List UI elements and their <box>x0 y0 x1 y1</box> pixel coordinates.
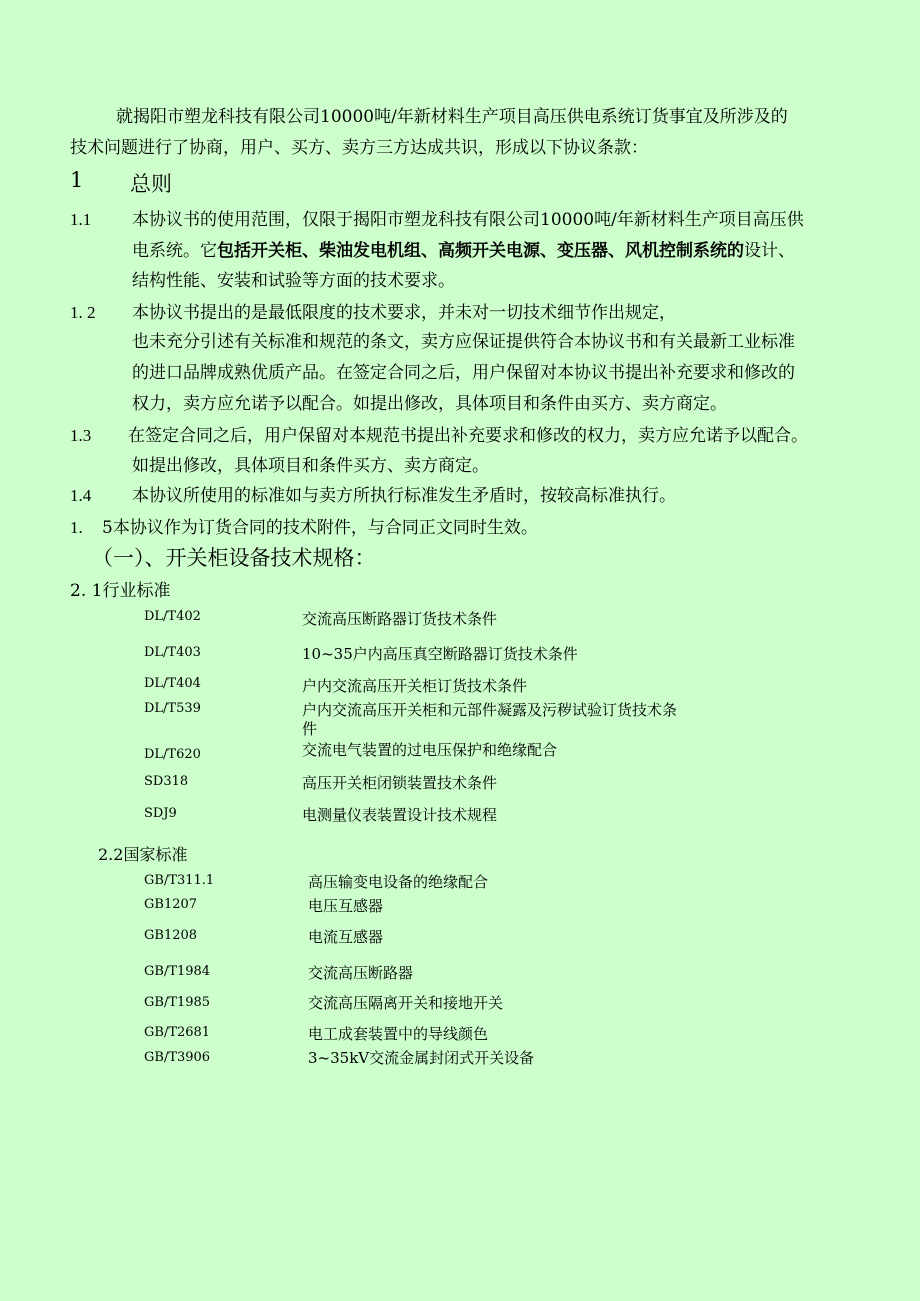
clause-1-1-line-2 <box>132 235 795 267</box>
national-std-title: 交流高压隔离开关和接地开关 <box>308 994 504 1012</box>
clause-1-1-line-3: 结构性能、安装和试验等方面的技术要求。 <box>132 271 455 291</box>
national-standards-heading: 2.2国家标准 <box>98 845 188 864</box>
clause-1-5-number: 1. <box>70 518 83 537</box>
national-std-title: 3~35kV交流金属封闭式开关设备 <box>308 1049 535 1067</box>
industry-std-title: 户内交流高压开关柜订货技术条件 <box>302 677 528 695</box>
clause-1-1-line-2-bold: 包括开关柜、柴油发电机组、高频开关电源、变压器、风机控制系统的 <box>217 241 744 261</box>
national-std-title: 交流高压断路器 <box>308 964 414 982</box>
section-1-number: 1 <box>70 168 84 192</box>
clause-1-4-line-1: 本协议所使用的标准如与卖方所执行标准发生矛盾时，按较高标准执行。 <box>132 486 676 506</box>
national-std-title: 电流互感器 <box>308 928 384 946</box>
clause-1-2-line-1: 本协议书提出的是最低限度的技术要求，并未对一切技术细节作出规定， <box>132 303 676 323</box>
clause-1-4-number: 1.4 <box>70 486 92 505</box>
industry-std-title: 高压开关柜闭锁装置技术条件 <box>302 774 498 792</box>
national-std-code: GB/T1984 <box>144 964 211 979</box>
clause-1-1-number: 1.1 <box>70 210 92 229</box>
national-std-code: GB1207 <box>144 897 198 912</box>
national-std-title: 电压互感器 <box>308 897 384 915</box>
national-std-code: GB/T2681 <box>144 1025 211 1040</box>
industry-std-title-continued: 件 <box>302 720 318 738</box>
national-std-title: 高压输变电设备的绝缘配合 <box>308 873 489 891</box>
switchgear-section-title: （一）、开关柜设备技术规格： <box>92 546 376 570</box>
industry-std-code: SDJ9 <box>144 806 177 821</box>
section-1-title: 总则 <box>130 172 172 196</box>
industry-standards-heading: 2. 1行业标准 <box>70 581 171 601</box>
clause-1-1-line-2-pre: 电系统。它 <box>132 241 217 261</box>
industry-std-title: 交流电气装置的过电压保护和绝缘配合 <box>302 741 558 759</box>
clause-1-2-line-3: 的进口品牌成熟优质产品。在签定合同之后，用户保留对本协议书提出补充要求和修改的 <box>132 363 795 383</box>
national-std-code: GB/T1985 <box>144 995 211 1010</box>
clause-1-3-line-2: 如提出修改，具体项目和条件买方、卖方商定。 <box>132 456 489 476</box>
clause-1-2-number: 1. 2 <box>70 303 96 322</box>
industry-std-code: SD318 <box>144 774 189 789</box>
national-std-title: 电工成套装置中的导线颜色 <box>308 1025 489 1043</box>
industry-std-title: 电测量仪表装置设计技术规程 <box>302 806 498 824</box>
clause-1-1-line-1: 本协议书的使用范围，仅限于揭阳市塑龙科技有限公司10000吨/年新材料生产项目高压供 <box>132 210 804 230</box>
intro-line-2: 技术问题进行了协商，用户、买方、卖方三方达成共识，形成以下协议条款： <box>70 138 648 158</box>
national-std-code: GB/T3906 <box>144 1050 211 1065</box>
clause-1-1-line-2-post: 设计、 <box>744 241 795 261</box>
clause-1-2-line-4: 权力，卖方应允诺予以配合。如提出修改，具体项目和条件由买方、卖方商定。 <box>132 394 727 414</box>
clause-1-3-line-1: 在签定合同之后，用户保留对本规范书提出补充要求和修改的权力，卖方应允诺予以配合。 <box>128 426 808 446</box>
industry-std-title: 交流高压断路器订货技术条件 <box>302 610 498 628</box>
industry-std-code: DL/T404 <box>144 676 201 691</box>
industry-std-code: DL/T402 <box>144 609 201 624</box>
national-std-code: GB1208 <box>144 928 198 943</box>
industry-std-code: DL/T403 <box>144 645 201 660</box>
industry-std-title: 户内交流高压开关柜和元部件凝露及污秽试验订货技术条 <box>302 701 678 719</box>
intro-line-1: 就揭阳市塑龙科技有限公司10000吨/年新材料生产项目高压供电系统订货事宜及所涉及的 <box>116 107 788 127</box>
clause-1-5-line-1: 5本协议作为订货合同的技术附件，与合同正文同时生效。 <box>102 518 538 538</box>
industry-std-title: 10~35户内高压真空断路器订货技术条件 <box>302 645 578 663</box>
national-std-code: GB/T311.1 <box>144 873 215 888</box>
industry-std-code: DL/T539 <box>144 701 201 716</box>
clause-1-2-line-2: 也未充分引述有关标准和规范的条文，卖方应保证提供符合本协议书和有关最新工业标准 <box>132 332 795 352</box>
industry-std-code: DL/T620 <box>144 747 201 762</box>
clause-1-3-number: 1.3 <box>70 426 92 445</box>
